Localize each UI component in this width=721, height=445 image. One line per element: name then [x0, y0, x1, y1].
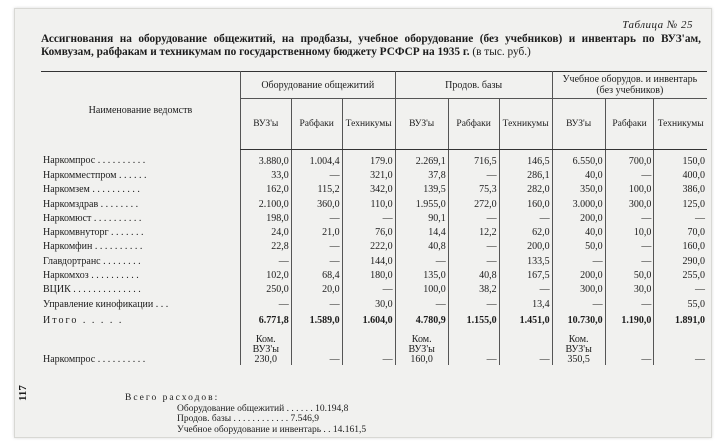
title-unit: (в тыс. руб.) — [472, 46, 531, 58]
summary — [125, 393, 366, 435]
cell-value: — — [499, 211, 552, 225]
summary-line: Учебное оборудование и инвентарь . . 14.161,5 — [177, 424, 367, 435]
header-sub: Рабфаки — [448, 99, 499, 150]
cell-value: — — [342, 283, 395, 297]
cell-value: — — [499, 283, 552, 297]
total-value: 1.155,0 — [448, 311, 499, 329]
cell-value: 144,0 — [342, 254, 395, 268]
cell-value: 167,5 — [499, 268, 552, 282]
cell-value: 40,0 — [552, 168, 605, 182]
extra-row-name: Наркомпрос . . . . . . . . . . — [43, 354, 146, 366]
cell-value: 160,0 — [654, 240, 707, 254]
document-page — [14, 8, 712, 438]
cell-value: 68,4 — [291, 268, 342, 282]
total-value: 1.451,0 — [499, 311, 552, 329]
extra-value: — — [342, 329, 395, 365]
table-row — [41, 150, 707, 169]
cell-value: 14,4 — [395, 225, 448, 239]
summary-heading: Всего расходов: — [125, 393, 220, 403]
cell-value: — — [342, 211, 395, 225]
cell-value: — — [552, 297, 605, 311]
total-value: 1.190,0 — [605, 311, 654, 329]
summary-line: Оборудование общежитий . . . . . . 10.194,8 — [177, 403, 349, 414]
table-row — [41, 225, 707, 239]
cell-value: 13,4 — [499, 297, 552, 311]
cell-value: 290,0 — [654, 254, 707, 268]
extra-value — [552, 329, 605, 365]
cell-value: 250,0 — [240, 283, 291, 297]
kom-label: Ком. — [411, 334, 432, 346]
row-name: Наркомпрос . . . . . . . . . . — [43, 155, 146, 167]
cell-value: 400,0 — [654, 168, 707, 182]
cell-value: 716,5 — [448, 150, 499, 169]
cell-value: — — [552, 254, 605, 268]
vuz-label: ВУЗ'ы — [565, 344, 592, 356]
cell-value: 12,2 — [448, 225, 499, 239]
cell-value: 102,0 — [240, 268, 291, 282]
row-name: ВЦИК . . . . . . . . . . . . . . — [43, 284, 141, 296]
header-sub: ВУЗ'ы — [395, 99, 448, 150]
kom-label: Ком. — [568, 334, 589, 346]
cell-value: — — [240, 297, 291, 311]
cell-value: 342,0 — [342, 183, 395, 197]
total-value: 1.891,0 — [654, 311, 707, 329]
cell-value: 90,1 — [395, 211, 448, 225]
cell-value: 115,2 — [291, 183, 342, 197]
summary-line: Продов. базы . . . . . . . . . . . . 7.546,9 — [177, 414, 319, 424]
header-sub: Техникумы — [654, 99, 707, 150]
cell-value: 2.269,1 — [395, 150, 448, 169]
header-sub: Техникумы — [499, 99, 552, 150]
cell-value: 75,3 — [448, 183, 499, 197]
cell-value: 100,0 — [605, 183, 654, 197]
row-name: Управление кинофикации . . . — [43, 298, 169, 310]
total-value: 1.604,0 — [342, 311, 395, 329]
header-name: Наименование ведомств — [88, 105, 193, 117]
header-sub: Рабфаки — [605, 99, 654, 150]
vuz-label: ВУЗ'ы — [408, 344, 435, 356]
cell-value: 139,5 — [395, 183, 448, 197]
row-name: Главдортранс . . . . . . . . — [43, 255, 141, 267]
cell-value: 255,0 — [654, 268, 707, 282]
table-row — [41, 197, 707, 211]
cell-value: 133,5 — [499, 254, 552, 268]
cell-value: 125,0 — [654, 197, 707, 211]
cell-value: 300,0 — [552, 283, 605, 297]
total-value: 10.730,0 — [552, 311, 605, 329]
cell-value: 50,0 — [605, 268, 654, 282]
cell-value: 1.004,4 — [291, 150, 342, 169]
cell-value: 272,0 — [448, 197, 499, 211]
cell-value: 222,0 — [342, 240, 395, 254]
cell-value: 386,0 — [654, 183, 707, 197]
cell-value: 33,0 — [240, 168, 291, 182]
cell-value: 50,0 — [552, 240, 605, 254]
cell-value: 200,0 — [499, 240, 552, 254]
extra-row — [41, 329, 707, 365]
vuz-label: ВУЗ'ы — [252, 344, 279, 356]
cell-value: — — [448, 254, 499, 268]
cell-value: — — [605, 168, 654, 182]
cell-value: 350,0 — [552, 183, 605, 197]
cell-value: 55,0 — [654, 297, 707, 311]
cell-value: 135,0 — [395, 268, 448, 282]
cell-value: — — [291, 297, 342, 311]
cell-value: — — [605, 240, 654, 254]
extra-number: 350,5 — [567, 354, 590, 366]
table-title — [41, 33, 701, 59]
extra-number: 160,0 — [410, 354, 433, 366]
extra-value: — — [499, 329, 552, 365]
cell-value: 162,0 — [240, 183, 291, 197]
cell-value: — — [448, 168, 499, 182]
total-row — [41, 311, 707, 329]
page-number: 117 — [17, 385, 29, 401]
total-label: Итого . . . . . — [43, 314, 124, 326]
cell-value: 200,0 — [552, 211, 605, 225]
cell-value: 300,0 — [605, 197, 654, 211]
extra-number: 230,0 — [254, 354, 278, 366]
cell-value: — — [291, 168, 342, 182]
header-sub: Рабфаки — [291, 99, 342, 150]
cell-value: 110,0 — [342, 197, 395, 211]
cell-value: — — [605, 297, 654, 311]
cell-value: — — [448, 240, 499, 254]
cell-value: 286,1 — [499, 168, 552, 182]
cell-value: — — [654, 211, 707, 225]
cell-value: 3.880,0 — [240, 150, 291, 169]
cell-value: 179.0 — [342, 150, 395, 169]
cell-value: 24,0 — [240, 225, 291, 239]
cell-value: 30,0 — [342, 297, 395, 311]
title-text: Ассигнования на оборудование общежитий, на продбазы, учебное оборудование (без учебников) и инвентарь по ВУЗ'ам, Комвузам, рабфакам и техникумам по государственному бюджету РСФСР на 1935 г. — [41, 33, 701, 58]
table-body — [41, 150, 707, 366]
extra-value — [240, 329, 291, 365]
cell-value: — — [395, 254, 448, 268]
row-name: Наркомвнуторг . . . . . . . — [43, 227, 144, 239]
cell-value: 40,8 — [448, 268, 499, 282]
row-name: Наркомзем . . . . . . . . . . — [43, 184, 140, 196]
row-name: Наркомместпром . . . . . . — [43, 169, 147, 181]
table-label: Таблица № 25 — [622, 19, 693, 31]
total-value: 1.589,0 — [291, 311, 342, 329]
cell-value: 76,0 — [342, 225, 395, 239]
cell-value: 62,0 — [499, 225, 552, 239]
cell-value: 200,0 — [552, 268, 605, 282]
cell-value: 38,2 — [448, 283, 499, 297]
table-row — [41, 183, 707, 197]
table-row — [41, 254, 707, 268]
row-name: Наркомздрав . . . . . . . . — [43, 198, 139, 210]
cell-value: — — [448, 211, 499, 225]
table-row — [41, 211, 707, 225]
extra-value: — — [654, 329, 707, 365]
cell-value: 2.100,0 — [240, 197, 291, 211]
cell-value: 37,8 — [395, 168, 448, 182]
header-sub: ВУЗ'ы — [240, 99, 291, 150]
row-name: Наркомфин . . . . . . . . . . — [43, 241, 143, 253]
cell-value: 10,0 — [605, 225, 654, 239]
table-row — [41, 297, 707, 311]
table-row — [41, 283, 707, 297]
cell-value: — — [291, 211, 342, 225]
cell-value: — — [605, 211, 654, 225]
total-value: 6.771,8 — [240, 311, 291, 329]
cell-value: 1.955,0 — [395, 197, 448, 211]
extra-value: — — [291, 329, 342, 365]
appropriations-table — [41, 71, 707, 365]
cell-value: 21,0 — [291, 225, 342, 239]
header-sub: ВУЗ'ы — [552, 99, 605, 150]
cell-value: 282,0 — [499, 183, 552, 197]
total-value: 4.780,9 — [395, 311, 448, 329]
cell-value: 70,0 — [654, 225, 707, 239]
extra-value: — — [605, 329, 654, 365]
cell-value: 321,0 — [342, 168, 395, 182]
cell-value: 700,0 — [605, 150, 654, 169]
cell-value: 30,0 — [605, 283, 654, 297]
cell-value: — — [395, 297, 448, 311]
extra-value — [395, 329, 448, 365]
cell-value: 40,0 — [552, 225, 605, 239]
table-row — [41, 268, 707, 282]
cell-value: 150,0 — [654, 150, 707, 169]
cell-value: — — [291, 240, 342, 254]
table-row — [41, 240, 707, 254]
cell-value: 146,5 — [499, 150, 552, 169]
cell-value: 3.000,0 — [552, 197, 605, 211]
header-group-dormitories: Оборудование общежитий — [240, 72, 395, 99]
row-name: Наркомхоз . . . . . . . . . . — [43, 270, 139, 282]
cell-value: 22,8 — [240, 240, 291, 254]
cell-value: 40,8 — [395, 240, 448, 254]
cell-value: 198,0 — [240, 211, 291, 225]
cell-value: — — [654, 283, 707, 297]
cell-value: — — [605, 254, 654, 268]
cell-value: — — [240, 254, 291, 268]
cell-value: 6.550,0 — [552, 150, 605, 169]
cell-value: 20,0 — [291, 283, 342, 297]
cell-value: 100,0 — [395, 283, 448, 297]
cell-value: 180,0 — [342, 268, 395, 282]
cell-value: — — [291, 254, 342, 268]
header-group-food-bases: Продов. базы — [395, 72, 552, 99]
row-name: Наркомюст . . . . . . . . . . — [43, 212, 142, 224]
cell-value: 360,0 — [291, 197, 342, 211]
cell-value: — — [448, 297, 499, 311]
kom-label: Ком. — [255, 334, 276, 346]
cell-value: 160,0 — [499, 197, 552, 211]
header-sub: Техникумы — [342, 99, 395, 150]
header-group-equipment: Учебное оборудов. и инвентарь (без учебников) — [552, 72, 707, 99]
extra-value: — — [448, 329, 499, 365]
table-row — [41, 168, 707, 182]
